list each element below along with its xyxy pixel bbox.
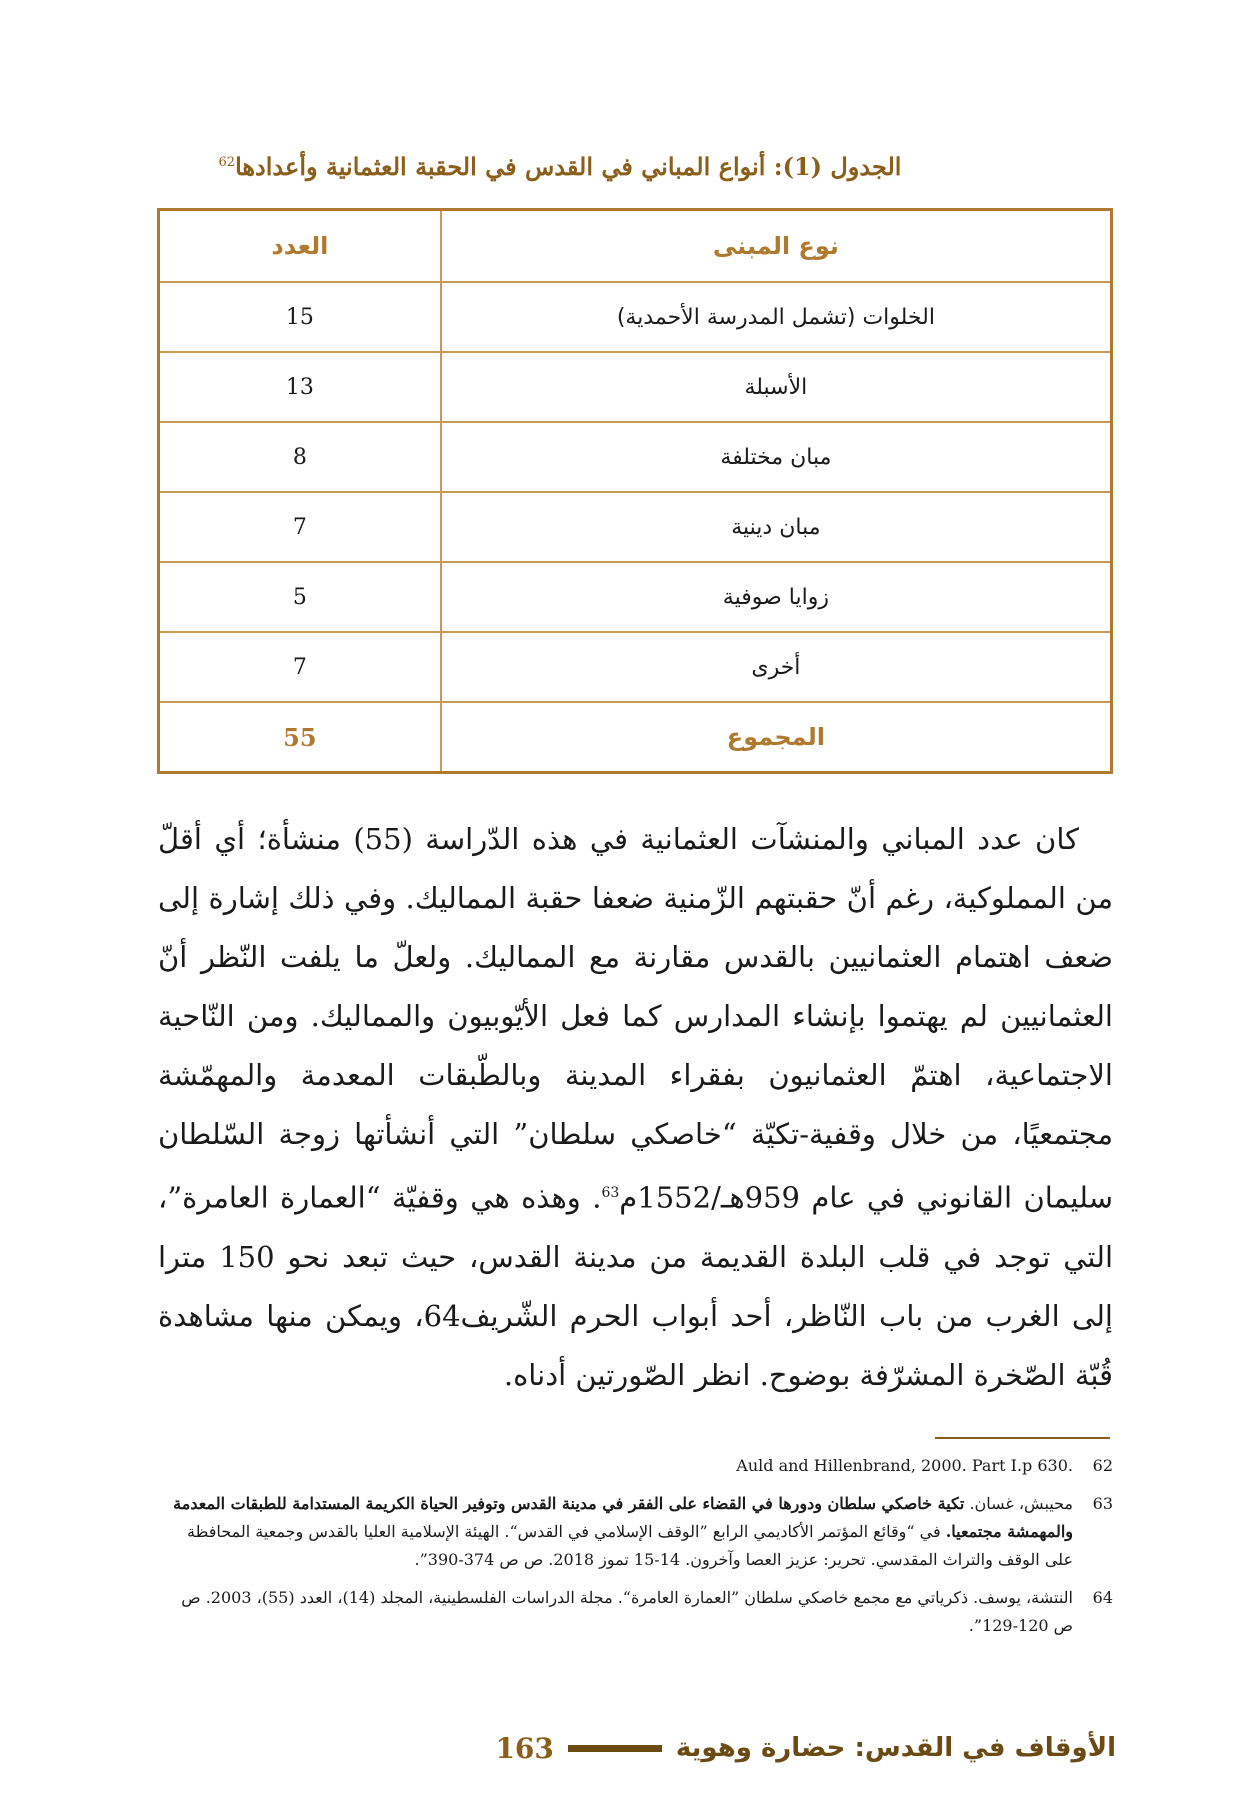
footnote-title: تكية خاصكي سلطان ودورها في القضاء على الفقر في مدينة القدس وتوفير الحياة الكريمة المستدامة للطبقات المعدمة والمهمشة مجتمعيا. — [173, 1494, 1073, 1541]
footnote-ref-63[interactable]: 63 — [601, 1185, 620, 1201]
footnote-number: 62 — [1092, 1456, 1113, 1475]
running-title: الأوقاف في القدس: حضارة وهوية — [675, 1733, 1116, 1763]
page-footer — [106, 1728, 1116, 1768]
paragraph — [158, 810, 1113, 1405]
cell-building-type: مبان دينية — [441, 492, 1112, 562]
cell-count: 5 — [159, 562, 441, 632]
cell-building-type: الأسبلة — [441, 352, 1112, 422]
total-count: 55 — [159, 702, 441, 773]
cell-count: 15 — [159, 282, 441, 352]
total-label: المجموع — [441, 702, 1112, 773]
footnote-63 — [158, 1490, 1113, 1574]
paragraph-text-part1: كان عدد المباني والمنشآت العثمانية في هذه الدّراسة (55) منشأة؛ أي أقلّ من المملوكية، رغم أنّ حقبتهم الزّمنية ضعفا حقبة المماليك. وفي ذلك إشارة إلى ضعف اهتمام العثمانيين بالقدس مقارنة مع المماليك. ولعلّ ما يلفت النّظر أنّ العثمانيين لم يهتموا بإنشاء المدارس كما فعل الأيّوبيون والمماليك. ومن النّاحية الاجتماعية، اهتمّ العثمانيون بفقراء المدينة وبالطّبقات المعدمة والمهمّشة مجتمعيًا، من خلال وقفية-تكيّة “خاصكي سلطان” التي أنشأتها زوجة السّلطان سليمان القانوني في عام 959هـ/1552م — [158, 822, 1114, 1215]
footnote-62 — [158, 1452, 1113, 1480]
cell-count: 8 — [159, 422, 441, 492]
page-number: 163 — [495, 1731, 554, 1765]
cell-count: 7 — [159, 632, 441, 702]
table-row — [159, 492, 1112, 562]
footnote-author: محيبش، غسان. — [969, 1494, 1073, 1513]
footnote-divider — [935, 1437, 1110, 1439]
table-row — [159, 282, 1112, 352]
table-row — [159, 422, 1112, 492]
cell-building-type: أخرى — [441, 632, 1112, 702]
cell-count: 13 — [159, 352, 441, 422]
table-row — [159, 562, 1112, 632]
paragraph-text-part2: . وهذه هي وقفيّة “العمارة العامرة”، التي توجد في قلب البلدة القديمة من مدينة القدس، حيث تبعد نحو 150 مترا إلى الغرب من باب النّاظر، أحد أبواب الحرم الشّريف64، ويمكن منها مشاهدة قُبّة الصّخرة المشرّفة بوضوح. انظر الصّورتين أدناه. — [158, 1180, 1114, 1392]
table-row — [159, 352, 1112, 422]
footnotes — [158, 1452, 1113, 1650]
cell-count: 7 — [159, 492, 441, 562]
footnote-64 — [158, 1584, 1113, 1640]
footnote-ref-62[interactable]: 62 — [218, 155, 236, 170]
footnote-text: النتشة، يوسف. ذكرياتي مع مجمع خاصكي سلطان ”العمارة العامرة“. مجلة الدراسات الفلسطينية، المجلد (14)، العدد (55)، 2003. ص ص 120-129”. — [181, 1588, 1073, 1635]
table-row — [159, 632, 1112, 702]
buildings-table — [157, 208, 1113, 774]
footnote-text — [158, 1490, 1073, 1574]
cell-building-type: زوايا صوفية — [441, 562, 1112, 632]
footer-bar — [568, 1745, 662, 1752]
footnote-text: .Auld and Hillenbrand, 2000. Part I.p 630 — [736, 1456, 1073, 1475]
table-total-row — [159, 702, 1112, 773]
body-paragraph — [158, 810, 1113, 1405]
footnote-details: في “وقائع المؤتمر الأكاديمي الرابع ”الوقف الإسلامي في القدس“. الهيئة الإسلامية العليا بالقدس وجمعية المحافظة على الوقف والتراث المقدسي. تحرير: عزيز العصا وآخرون. 14-15 تموز 2018. ص ص 374-390”. — [187, 1522, 1073, 1569]
cell-building-type: الخلوات (تشمل المدرسة الأحمدية) — [441, 282, 1112, 352]
header-building-type: نوع المبنى — [441, 210, 1112, 283]
cell-building-type: مبان مختلفة — [441, 422, 1112, 492]
table-caption-text: الجدول (1): أنواع المباني في القدس في الحقبة العثمانية وأعدادها — [235, 152, 902, 181]
footnote-number: 63 — [1092, 1494, 1113, 1513]
table-caption — [150, 152, 970, 181]
footnote-number: 64 — [1092, 1588, 1113, 1607]
table-header-row — [159, 210, 1112, 283]
header-count: العدد — [159, 210, 441, 283]
